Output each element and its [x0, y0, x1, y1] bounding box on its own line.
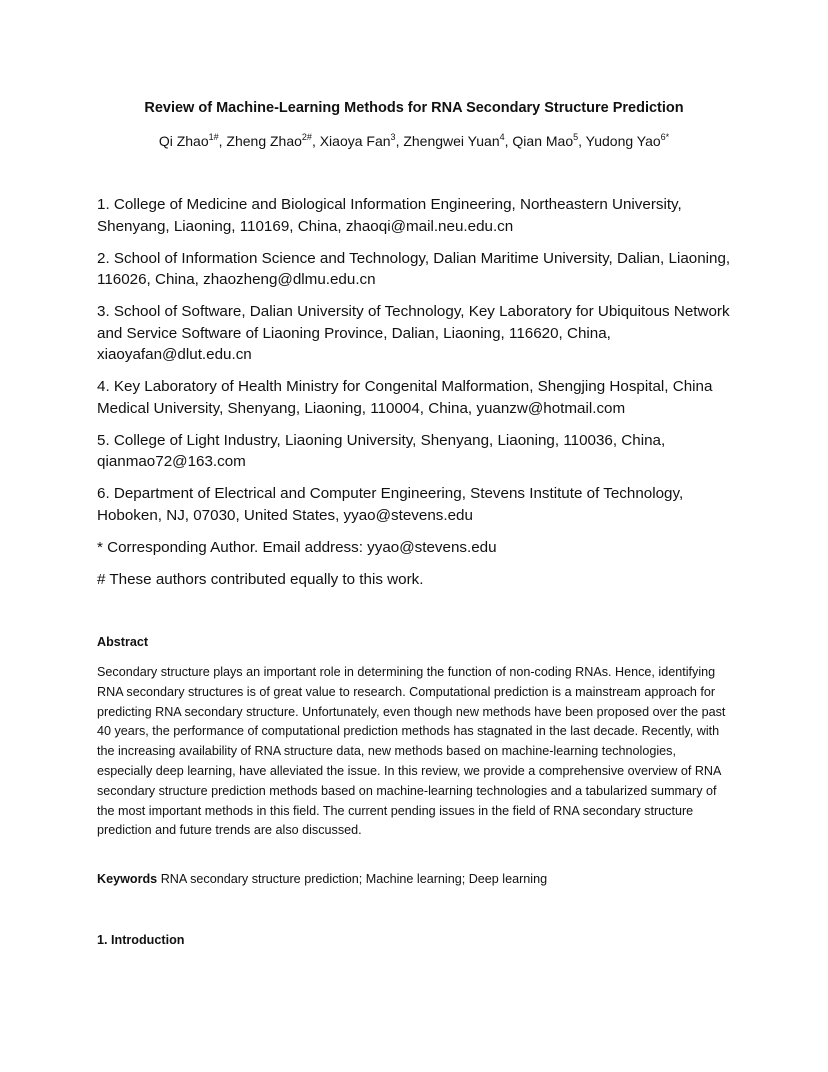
author-name: Qi Zhao — [158, 133, 209, 149]
keywords-label: Keywords — [97, 872, 158, 886]
affiliation-list — [97, 194, 737, 601]
author — [403, 133, 504, 149]
affiliation-item: 6. Department of Electrical and Computer Engineering, Stevens Institute of Technology, Hoboken, NJ, 07030, United States, yyao@stevens.edu — [97, 485, 684, 524]
paper-title: Review of Machine-Learning Methods for RNA Secondary Structure Prediction — [144, 100, 684, 116]
affiliation-item: 3. School of Software, Dalian University of Technology, Key Laboratory for Ubiquitous Network and Service Software of Liaoning Province, Dalian, Liaoning, 116620, China, xiaoyafan@dlut.edu.cn — [97, 303, 730, 363]
author — [159, 133, 219, 149]
author-name: Xiaoya Fan — [319, 133, 391, 149]
author — [226, 133, 312, 149]
equal-contribution-note: # These authors contributed equally to this work. — [97, 570, 424, 588]
keywords-line — [97, 870, 733, 889]
affiliation-item: 1. College of Medicine and Biological Information Engineering, Northeastern University, Shenyang, Liaoning, 110169, China, zhaoqi@mail.neu.edu.cn — [97, 196, 682, 235]
abstract-heading: Abstract — [97, 635, 149, 649]
author-affiliation-mark: 2# — [301, 132, 312, 142]
author-name: Yudong Yao — [585, 133, 661, 149]
author-affiliation-mark: 1# — [208, 132, 219, 142]
author-affiliation-mark: 3 — [390, 132, 396, 142]
author-name: Zheng Zhao — [226, 133, 302, 149]
affiliation-item: 4. Key Laboratory of Health Ministry for Congenital Malformation, Shengjing Hospital, China Medical University, Shenyang, Liaoning, 110004, China, yuanzw@hotmail.com — [97, 378, 713, 417]
abstract-text: Secondary structure plays an important role in determining the function of non-coding RNAs. Hence, identifying RNA secondary structures is of great value to research. Computational prediction is a mainstream approach for predicting RNA secondary structure. Unfortunately, even though new methods have been proposed over the past 40 years, the performance of computational prediction methods has stagnated in the last decade. Recently, with the increasing availability of RNA structure data, new methods based on machine-learning technologies, especially deep learning, have alleviated the issue. In this review, we provide a comprehensive overview of RNA secondary structure prediction methods based on machine-learning technologies and a tabularized summary of the most important methods in this field. The current pending issues in the field of RNA secondary structure prediction and future trends are also discussed. — [97, 665, 726, 838]
author — [586, 133, 670, 149]
author-affiliation-mark: 4 — [499, 132, 505, 142]
author-affiliation-mark: 6* — [660, 132, 670, 142]
affiliation-item: 5. College of Light Industry, Liaoning University, Shenyang, Liaoning, 110036, China, qianmao72@163.com — [97, 431, 666, 470]
author — [320, 133, 396, 149]
section-heading-introduction: 1. Introduction — [97, 933, 185, 947]
keywords-text: RNA secondary structure prediction; Machine learning; Deep learning — [160, 872, 548, 886]
corresponding-author-note: * Corresponding Author. Email address: yyao@stevens.edu — [97, 538, 497, 556]
author-list: Qi Zhao$^{1\#}$, Zheng Zhao$^{2\#}$, Xiaoya Fan$^3$, Zhengwei Yuan$^4$, Qian Mao$^5$, Yudong Yao$^{6*}$ — [158, 132, 670, 149]
author — [512, 133, 578, 149]
author-name: Qian Mao — [512, 133, 574, 149]
author-name: Zhengwei Yuan — [403, 133, 500, 149]
author-affiliation-mark: 5 — [573, 132, 579, 142]
affiliation-item: 2. School of Information Science and Technology, Dalian Maritime University, Dalian, Liaoning, 116026, China, zhaozheng@dlmu.edu.cn — [97, 249, 731, 288]
